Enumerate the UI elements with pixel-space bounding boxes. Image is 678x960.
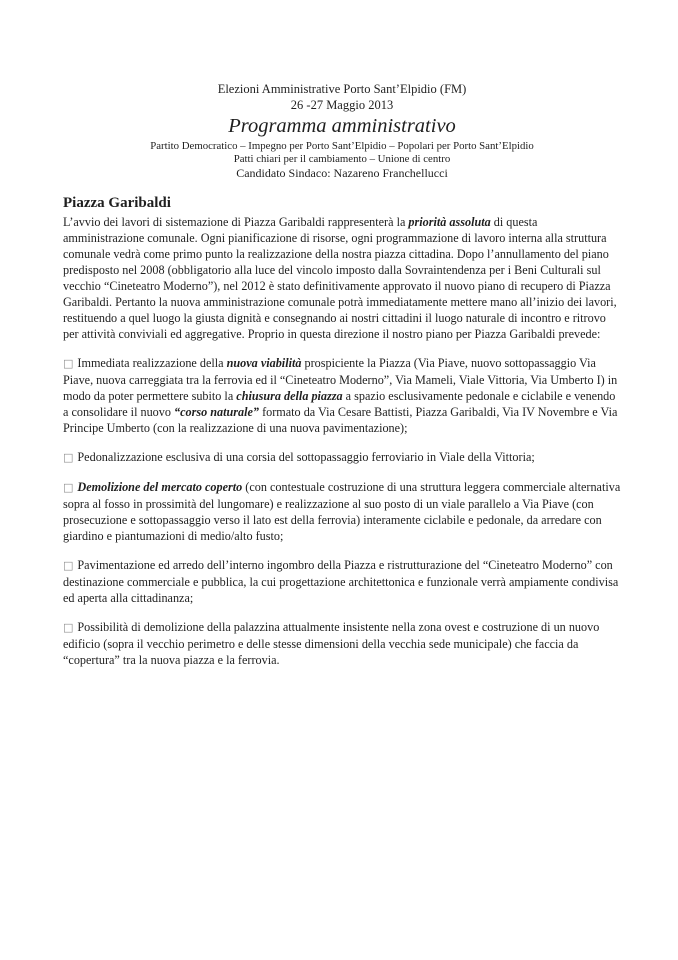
bullet-item-2 <box>63 449 621 466</box>
coalition-line-2: Patti chiari per il cambiamento – Unione di centro <box>233 153 451 165</box>
intro-paragraph <box>63 214 621 342</box>
checkbox-bullet-icon: □ <box>63 357 74 370</box>
bullet-item-3 <box>63 479 621 544</box>
intro-text: L’avvio dei lavori di sistemazione di Piazza Garibaldi rappresenterà la <box>63 215 409 229</box>
intro-text: di questa amministrazione comunale. Ogni pianificazione di risorse, ogni programmazione di lavoro interna alla struttura comunale vedrà come primo punto la realizzazione della nostra piazza cittadina. Dopo l’annullamento del piano predisposto nel 2008 (obbligatorio alla luce del vincolo imposto dalla Sovraintendenza per i Beni Culturali sul vecchio “Cineteatro Moderno”), nel 2012 è stato definitivamente approvato il nuovo piano di recupero di Piazza Garibaldi. Pertanto la nuova amministrazione comunale potrà immediatamente mettere mano all’inizio dei lavori, restituendo a quel luogo la giusta dignità e consegnando ai nostri cittadini il luogo naturale di incontro e ritrovo per attività conviviali ed aggregative. Proprio in questa direzione il nostro piano per Piazza Garibaldi prevede: <box>63 215 617 341</box>
bullet-item-5 <box>63 619 621 668</box>
bullet-text: Possibilità di demolizione della palazzina attualmente insistente nella zona ovest e costruzione di un nuovo edificio (sopra il vecchio perimetro e delle stesse dimensioni della vecchia sede municipale) che faccia da “copertura” tra la nuova piazza e la ferrovia. <box>63 620 600 667</box>
bullet-text: prospiciente la Piazza (Via Piave, nuovo sottopassaggio Via Piave, nuova carreggiata tra la ferrovia ed il “Cineteatro Moderno”, Via Mameli, Viale Vittoria, Via Umberto I) in modo da poter permettere subito la <box>63 356 618 403</box>
document-header <box>63 82 621 181</box>
bullet-text: (con contestuale costruzione di una struttura leggera commerciale alternativa sopra al fosso in prossimità del lungomare) e realizzazione al suo posto di un viale parallelo a Via Piave (con prosecuzione e sottopassaggio verso il lato est della ferrovia) interamente ciclabile e pedonale, da arredare con giardino e piantumazioni di medio/alto fusto; <box>63 480 621 543</box>
bullet-text: Pedonalizzazione esclusiva di una corsia del sottopassaggio ferroviario in Viale della Vittoria; <box>77 450 535 464</box>
candidate-line: Candidato Sindaco: Nazareno Franchellucci <box>236 166 448 180</box>
bullet-emphasis: nuova viabilità <box>226 356 302 370</box>
bullet-text: a spazio esclusivamente pedonale e ciclabile e venendo a consolidare il nuovo <box>63 389 616 419</box>
bullet-text: formato da Via Cesare Battisti, Piazza Garibaldi, Via IV Novembre e Via Principe Umberto (con la realizzazione di una nuova pavimentazione); <box>63 405 618 435</box>
bullet-text: Immediata realizzazione della <box>77 356 227 370</box>
document-title: Programma amministrativo <box>228 115 456 137</box>
bullet-emphasis: chiusura della piazza <box>236 389 343 403</box>
checkbox-bullet-icon: □ <box>63 621 74 634</box>
document-body <box>63 195 621 668</box>
bullet-emphasis: “corso naturale” <box>174 405 260 419</box>
election-title-line: Elezioni Amministrative Porto Sant’Elpidio (FM) <box>217 82 467 96</box>
checkbox-bullet-icon: □ <box>63 559 74 572</box>
bullet-emphasis: Demolizione del mercato coperto <box>77 480 243 494</box>
bullet-text: Pavimentazione ed arredo dell’interno ingombro della Piazza e ristrutturazione del “Cineteatro Moderno” con destinazione commerciale e pubblica, la cui progettazione architettonica e funzionale verrà ampiamente condivisa ed aperta alla cittadinanza; <box>63 558 619 605</box>
election-date-line: 26 -27 Maggio 2013 <box>290 97 394 112</box>
intro-emphasis: priorità assoluta <box>408 215 491 229</box>
coalition-line-1: Partito Democratico – Impegno per Porto Sant’Elpidio – Popolari per Porto Sant’Elpidio <box>150 140 534 152</box>
checkbox-bullet-icon: □ <box>63 451 74 464</box>
bullet-item-4 <box>63 557 621 606</box>
bullet-item-1 <box>63 355 621 436</box>
checkbox-bullet-icon: □ <box>63 481 74 494</box>
section-heading: Piazza Garibaldi <box>63 195 171 211</box>
